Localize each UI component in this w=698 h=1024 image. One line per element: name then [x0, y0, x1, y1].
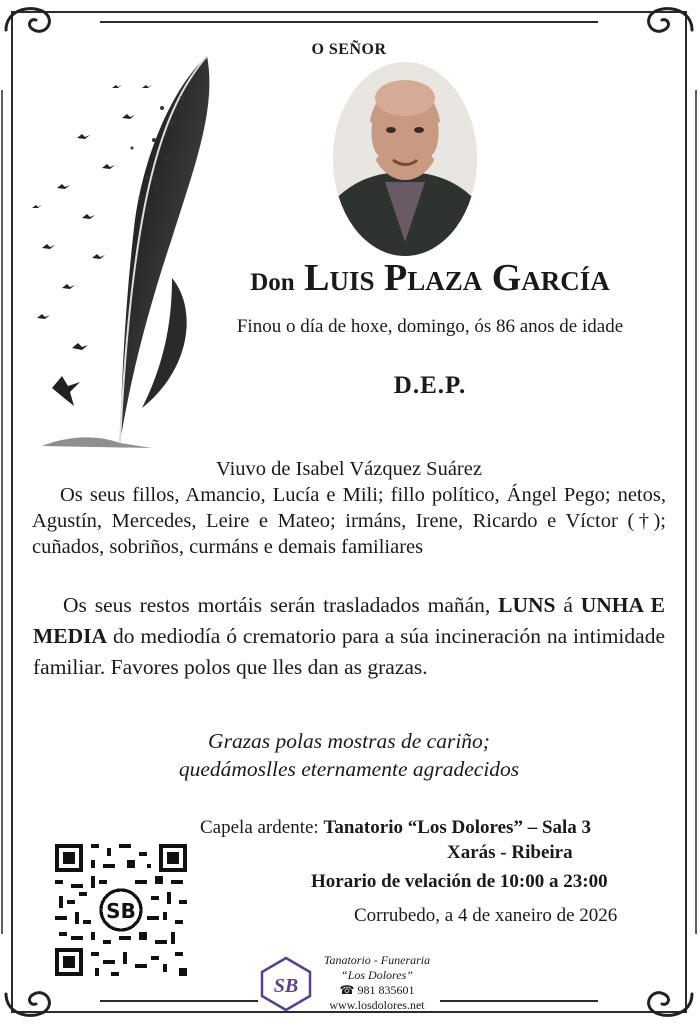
funeral-home-logo: [258, 956, 314, 1012]
spouse-line: Viuvo de Isabel Vázquez Suárez: [216, 458, 482, 480]
full-name: Luis Plaza García: [304, 257, 610, 299]
deceased-name: [170, 252, 690, 309]
business-line-2: “Los Dolores”: [341, 968, 413, 982]
business-line-1: Tanatorio - Funeraria: [323, 953, 431, 967]
funeral-home-info: [314, 953, 440, 1013]
family-list: [32, 456, 666, 560]
svg-text:SB: SB: [273, 975, 299, 997]
wake-label: Capela ardente:: [200, 817, 324, 838]
rest-in-peace: D.E.P.: [393, 372, 467, 399]
wake-location: Xarás - Ribeira: [447, 842, 573, 863]
wake-hours: Horario de velación de 10:00 a 23:00: [311, 871, 608, 892]
name-prefix: Don: [250, 269, 295, 296]
thanks-line-2: quedámoslles eternamente agradecidos: [178, 757, 520, 781]
service-day: LUNS: [498, 593, 556, 617]
service-text-3: do mediodía ó crematorio para a súa incineración na intimidade familiar. Favores polos que lles dan as grazas.: [33, 624, 665, 679]
service-text-2: á: [555, 593, 581, 617]
business-website[interactable]: www.losdolores.net: [329, 998, 425, 1012]
qr-code[interactable]: [55, 844, 187, 976]
service-text-1: Os seus restos mortáis serán trasladados mañán,: [63, 593, 499, 617]
death-announcement: Finou o día de hoxe, domingo, ós 86 anos de idade: [236, 316, 624, 337]
business-phone: ☎ 981 835601: [339, 983, 415, 997]
thanks-message: [0, 727, 698, 783]
thanks-line-1: Grazas polas mostras de cariño;: [208, 729, 490, 753]
wake-venue: [200, 817, 591, 839]
service-details: [33, 590, 665, 683]
portrait-photo: [333, 62, 477, 256]
dateline: Corrubedo, a 4 de xaneiro de 2026: [354, 905, 618, 926]
service-time: UNHA E MEDIA: [33, 593, 665, 648]
svg-text:SB: SB: [106, 899, 136, 923]
header-title: O SEÑOR: [311, 41, 387, 58]
wake-venue-name: Tanatorio “Los Dolores” – Sala 3: [323, 817, 592, 838]
relatives-text: Os seus fillos, Amancio, Lucía e Mili; fillo político, Ángel Pego; netos, Agustín, Mercedes, Leire e Mateo; irmáns, Irene, Ricardo e Víctor (†); cuñados, sobriños, curmáns e demais familiares: [32, 484, 666, 558]
